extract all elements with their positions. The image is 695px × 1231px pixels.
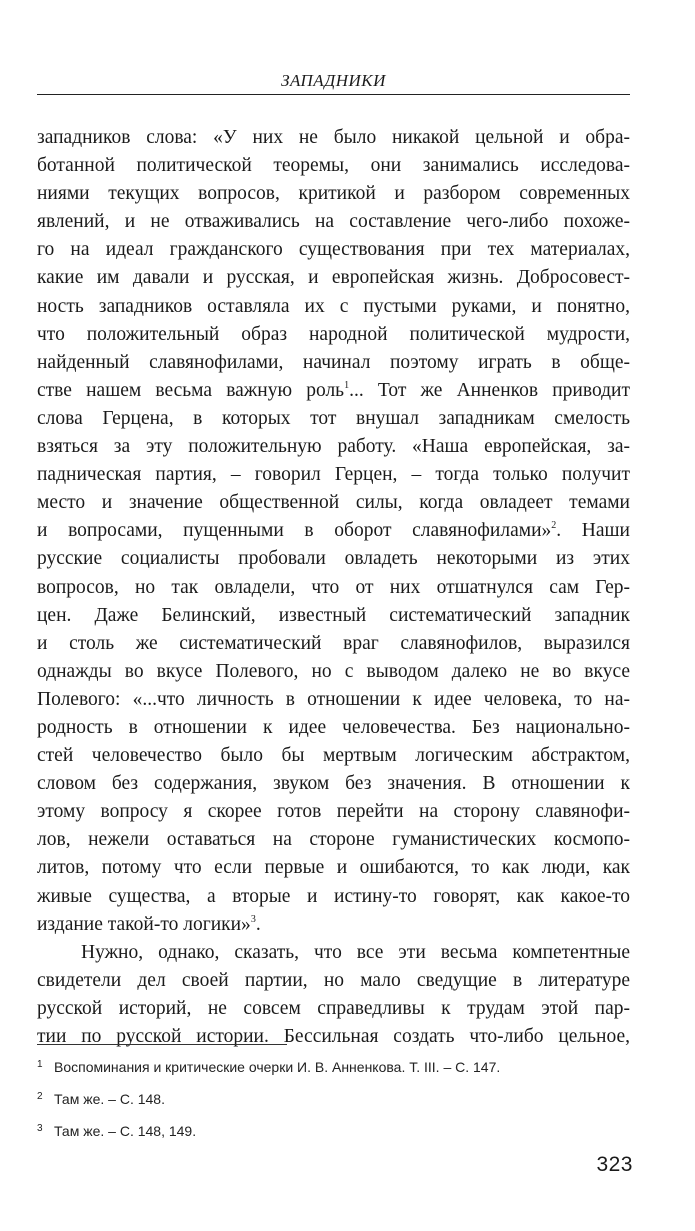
footnote-2 (37, 1082, 637, 1114)
text-line: явлений, и не отваживались на составление чего-либо похоже- (37, 211, 630, 233)
text-fragment: и вопросами, пущенными в оборот славянофилами» (37, 520, 552, 542)
text-line: какие им давали и русская, и европейская жизнь. Добросовест- (37, 267, 630, 289)
footnote-separator (37, 1044, 287, 1045)
text-line: словом без содержания, звуком без значения. В отношении к (37, 773, 630, 795)
footnote-ref-3[interactable]: 3 (250, 913, 256, 925)
text-line-with-footnote-2 (37, 517, 630, 545)
text-line: стей человечество было бы мертвым логическим абстрактом, (37, 745, 630, 767)
text-line: живые существа, а вторые и истину-то говорят, как какое-то (37, 885, 630, 907)
paragraph-start-line: Нужно, однако, сказать, что все эти весьма компетентные (81, 941, 630, 963)
text-line: вопросов, но так овладели, что от них отшатнулся сам Гер- (37, 576, 630, 598)
text-line: и столь же систематический враг славянофилов, выразился (37, 632, 630, 654)
footnote-1 (37, 1050, 637, 1082)
text-line: взяться за эту положительную работу. «Наша европейская, за- (37, 436, 630, 458)
text-line-with-footnote-1 (37, 377, 630, 405)
text-line: го на идеал гражданского существования при тех материалах, (37, 239, 630, 261)
body-text (37, 124, 630, 1051)
text-line: этому вопросу я скорее готов перейти на сторону славянофи- (37, 801, 630, 823)
text-fragment: . (255, 913, 261, 935)
text-fragment: стве нашем весьма важную роль (37, 379, 345, 401)
text-line: свидетели дел своей партии, но мало сведущие в литературе (37, 969, 630, 991)
text-fragment: . Наши (556, 520, 630, 542)
text-fragment: издание такой-то логики» (37, 913, 251, 935)
text-line: ниями текущих вопросов, критикой и разбором современных (37, 183, 630, 205)
text-line-with-footnote-3 (37, 911, 630, 939)
running-header (37, 70, 630, 95)
running-header-title: ЗАПАДНИКИ (281, 71, 386, 90)
text-line: место и значение общественной силы, когда овладеет темами (37, 492, 630, 514)
text-line: слова Герцена, в которых тот внушал западникам смелость (37, 407, 630, 429)
text-fragment: ... Тот же Анненков приводит (349, 379, 631, 401)
text-line: падническая партия, – говорил Герцен, – тогда только получит (37, 464, 630, 486)
footnote-text: Воспоминания и критические очерки И. В. Анненкова. Т. III. – С. 147. (54, 1059, 501, 1075)
footnotes (37, 1050, 637, 1146)
text-line: тии по русской истории. Бессильная создать что-либо цельное, (37, 1026, 630, 1047)
text-line: ность западников оставляла их с пустыми руками, и понятно, (37, 295, 630, 317)
footnote-number: 3 (37, 1123, 43, 1134)
text-line: русские социалисты пробовали овладеть некоторыми из этих (37, 548, 630, 570)
text-line: однажды во вкусе Полевого, но с выводом далеко не во вкусе (37, 660, 630, 682)
text-line: литов, потому что если первые и ошибаются, то как люди, как (37, 857, 630, 879)
text-line: цен. Даже Белинский, известный систематический западник (37, 604, 630, 626)
text-line: лов, нежели оставаться на стороне гуманистических космопо- (37, 829, 630, 851)
footnote-ref-1[interactable]: 1 (344, 379, 350, 391)
text-line: родность в отношении к идее человечества. Без национально- (37, 716, 630, 738)
text-line: русской историй, не совсем справедливы к трудам этой пар- (37, 997, 630, 1019)
text-line: найденный славянофилами, начинал поэтому играть в обще- (37, 351, 630, 373)
footnote-number: 1 (37, 1059, 43, 1070)
footnote-3 (37, 1114, 637, 1146)
text-line: Полевого: «...что личность в отношении к идее человека, то на- (37, 688, 630, 710)
text-line: западников слова: «У них не было никакой цельной и обра- (37, 127, 630, 148)
footnote-number: 2 (37, 1091, 43, 1102)
text-line: что положительный образ народной политической мудрости, (37, 323, 630, 345)
page-number: 323 (596, 1153, 633, 1176)
footnote-ref-2[interactable]: 2 (551, 520, 557, 532)
footnote-text: Там же. – С. 148. (54, 1091, 165, 1107)
footnote-text: Там же. – С. 148, 149. (54, 1123, 197, 1139)
text-line: ботанной политической теоремы, они занимались исследова- (37, 155, 630, 177)
